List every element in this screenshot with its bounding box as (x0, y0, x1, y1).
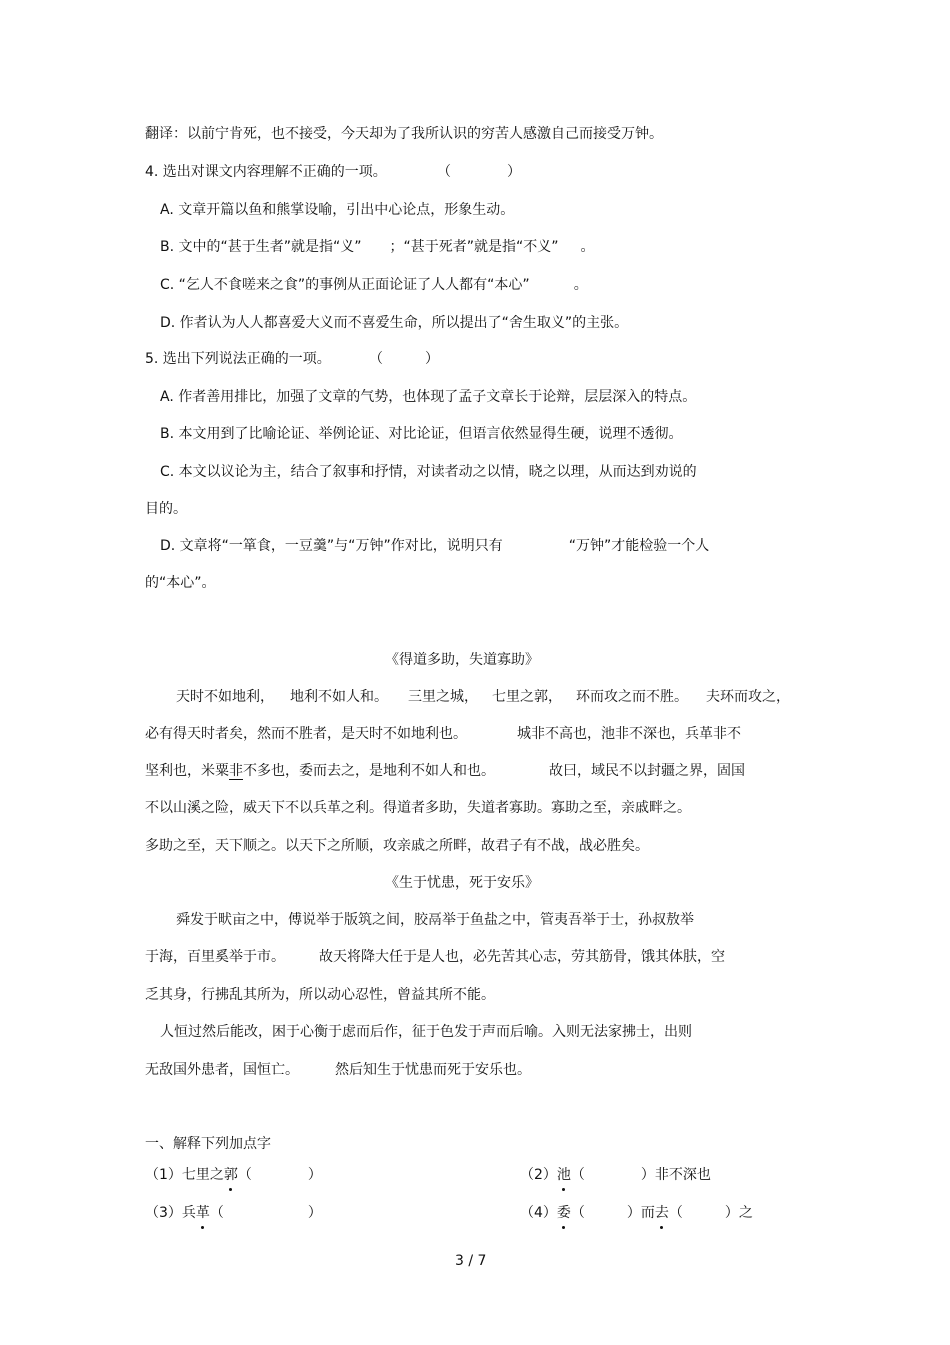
answer-blank[interactable]: （ ） (209, 1205, 322, 1221)
text-span: 天时不如地利， (176, 689, 274, 705)
text-span: 夫环而攻之， (706, 689, 790, 705)
option-b-end: 。 (580, 239, 595, 255)
text-span: （2） (520, 1167, 557, 1183)
option-d-part1: D. 文章将“一箪食，一豆羹”与“万钟”作对比，说明只有 (160, 538, 503, 554)
passage-2-line-5 (145, 1060, 531, 1080)
passage-1-line-5: 多助之至，天下顺之。以天下之所顺，攻亲戚之所畔，故君子有不战，战必胜矣。 (145, 838, 649, 854)
option-b-part2: ；“甚于死者”就是指“不义” (389, 239, 559, 255)
text-span: 七里之郭， (492, 689, 562, 705)
dotted-char: 革 (195, 1205, 210, 1221)
dotted-char: 委 (556, 1205, 571, 1221)
question-4-option-b (160, 237, 595, 257)
passage-1-line-3 (145, 761, 745, 781)
option-d-part2: “万钟”才能检验一个人 (568, 538, 710, 554)
dotted-char: 池 (556, 1167, 571, 1183)
passage-2-line-2 (145, 947, 725, 967)
question-4-option-a: A. 文章开篇以鱼和熊掌设喻，引出中心论点，形象生动。 (160, 202, 515, 218)
text-span: 地利不如人和。 (290, 689, 388, 705)
text-span: 非不深也 (654, 1167, 711, 1183)
question-5-option-d-cont: 的“本心”。 (145, 575, 216, 591)
passage-1-line-1 (176, 687, 790, 707)
passage-2-line-1: 舜发于畎亩之中，傅说举于版筑之间，胶鬲举于鱼盐之中，管夷吾举于士，孙叔敖举 (176, 912, 694, 928)
translation-line: 翻译：以前宁肯死，也不接受，今天却为了我所认识的穷苦人感激自己而接受万钟。 (145, 126, 663, 142)
question-4-option-d: D. 作者认为人人都喜爱大义而不喜爱生命，所以提出了“舍生取义”的主张。 (160, 315, 629, 331)
text-span: （1）七里之 (145, 1167, 224, 1183)
dotted-char: 郭 (223, 1167, 238, 1183)
option-c-end: 。 (573, 277, 588, 293)
exercise-heading: 一、解释下列加点字 (145, 1136, 271, 1152)
underlined-char: 非 (229, 763, 243, 779)
question-4-option-c (160, 275, 588, 295)
exercise-item-4 (520, 1203, 753, 1223)
question-5-option-a: A. 作者善用排比，加强了文章的气势，也体现了孟子文章长于论辩，层层深入的特点。 (160, 389, 697, 405)
question-4-answer-blank[interactable]: （ ） (437, 164, 521, 180)
passage-2-line-4: 人恒过然后能改，困于心衡于虑而后作，征于色发于声而后喻。入则无法家拂士，出则 (160, 1024, 692, 1040)
text-span: 故天将降大任于是人也，必先苦其心志，劳其筋骨，饿其体肤，空 (319, 949, 725, 965)
question-5-stem: 5. 选出下列说法正确的一项。 (145, 351, 331, 367)
passage-1-line-4: 不以山溪之险，威天下不以兵革之利。得道者多助，失道者寡助。寡助之至，亲戚畔之。 (145, 800, 691, 816)
answer-blank[interactable]: （ ） (570, 1205, 641, 1221)
text-span: 故曰，域民不以封疆之界，固国 (549, 763, 745, 779)
passage-1-title: 《得道多助，失道寡助》 (385, 652, 539, 668)
text-span: 必有得天时者矣，然而不胜者，是天时不如地利也。 (145, 726, 467, 742)
passage-2-title: 《生于忧患，死于安乐》 (385, 875, 539, 891)
answer-blank[interactable]: （ ） (668, 1205, 739, 1221)
question-5-option-c-cont: 目的。 (145, 501, 187, 517)
question-5-option-c: C. 本文以议论为主，结合了叙事和抒情，对读者动之以情，晓之以理，从而达到劝说的 (160, 464, 697, 480)
question-5-answer-blank[interactable]: （ ） (369, 351, 439, 367)
page-number: 3 / 7 (455, 1253, 487, 1269)
text-span: 于海，百里奚举于市。 (145, 949, 285, 965)
text-span: 然后知生于忧患而死于安乐也。 (335, 1062, 531, 1078)
text-span: 环而攻之而不胜。 (576, 689, 688, 705)
text-span: 而 (640, 1205, 655, 1221)
exercise-item-1 (145, 1165, 322, 1185)
text-span: 坚利也，米粟 (145, 763, 229, 779)
dotted-char: 去 (654, 1205, 669, 1221)
text-span: 不多也，委而去之，是地利不如人和也。 (243, 763, 495, 779)
question-4-stem: 4. 选出对课文内容理解不正确的一项。 (145, 164, 387, 180)
passage-1-line-2 (145, 724, 741, 744)
text-span: 三里之城， (408, 689, 478, 705)
option-c-part1: C. “乞人不食嗟来之食”的事例从正面论证了人人都有“本心” (160, 277, 530, 293)
option-b-part1: B. 文中的“甚于生者”就是指“义” (160, 239, 362, 255)
answer-blank[interactable]: （ ） (570, 1167, 655, 1183)
exercise-item-3 (145, 1203, 322, 1223)
text-span: 无敌国外患者，国恒亡。 (145, 1062, 299, 1078)
text-span: 城非不高也，池非不深也，兵革非不 (517, 726, 741, 742)
text-span: （4） (520, 1205, 557, 1221)
passage-2-line-3: 乏其身，行拂乱其所为，所以动心忍性，曾益其所不能。 (145, 987, 495, 1003)
question-5-option-d (160, 536, 709, 556)
text-span: （3）兵 (145, 1205, 196, 1221)
text-span: 之 (738, 1205, 753, 1221)
question-5-option-b: B. 本文用到了比喻论证、举例论证、对比论证，但语言依然显得生硬，说理不透彻。 (160, 426, 683, 442)
exercise-item-2 (520, 1165, 711, 1185)
answer-blank[interactable]: （ ） (237, 1167, 322, 1183)
